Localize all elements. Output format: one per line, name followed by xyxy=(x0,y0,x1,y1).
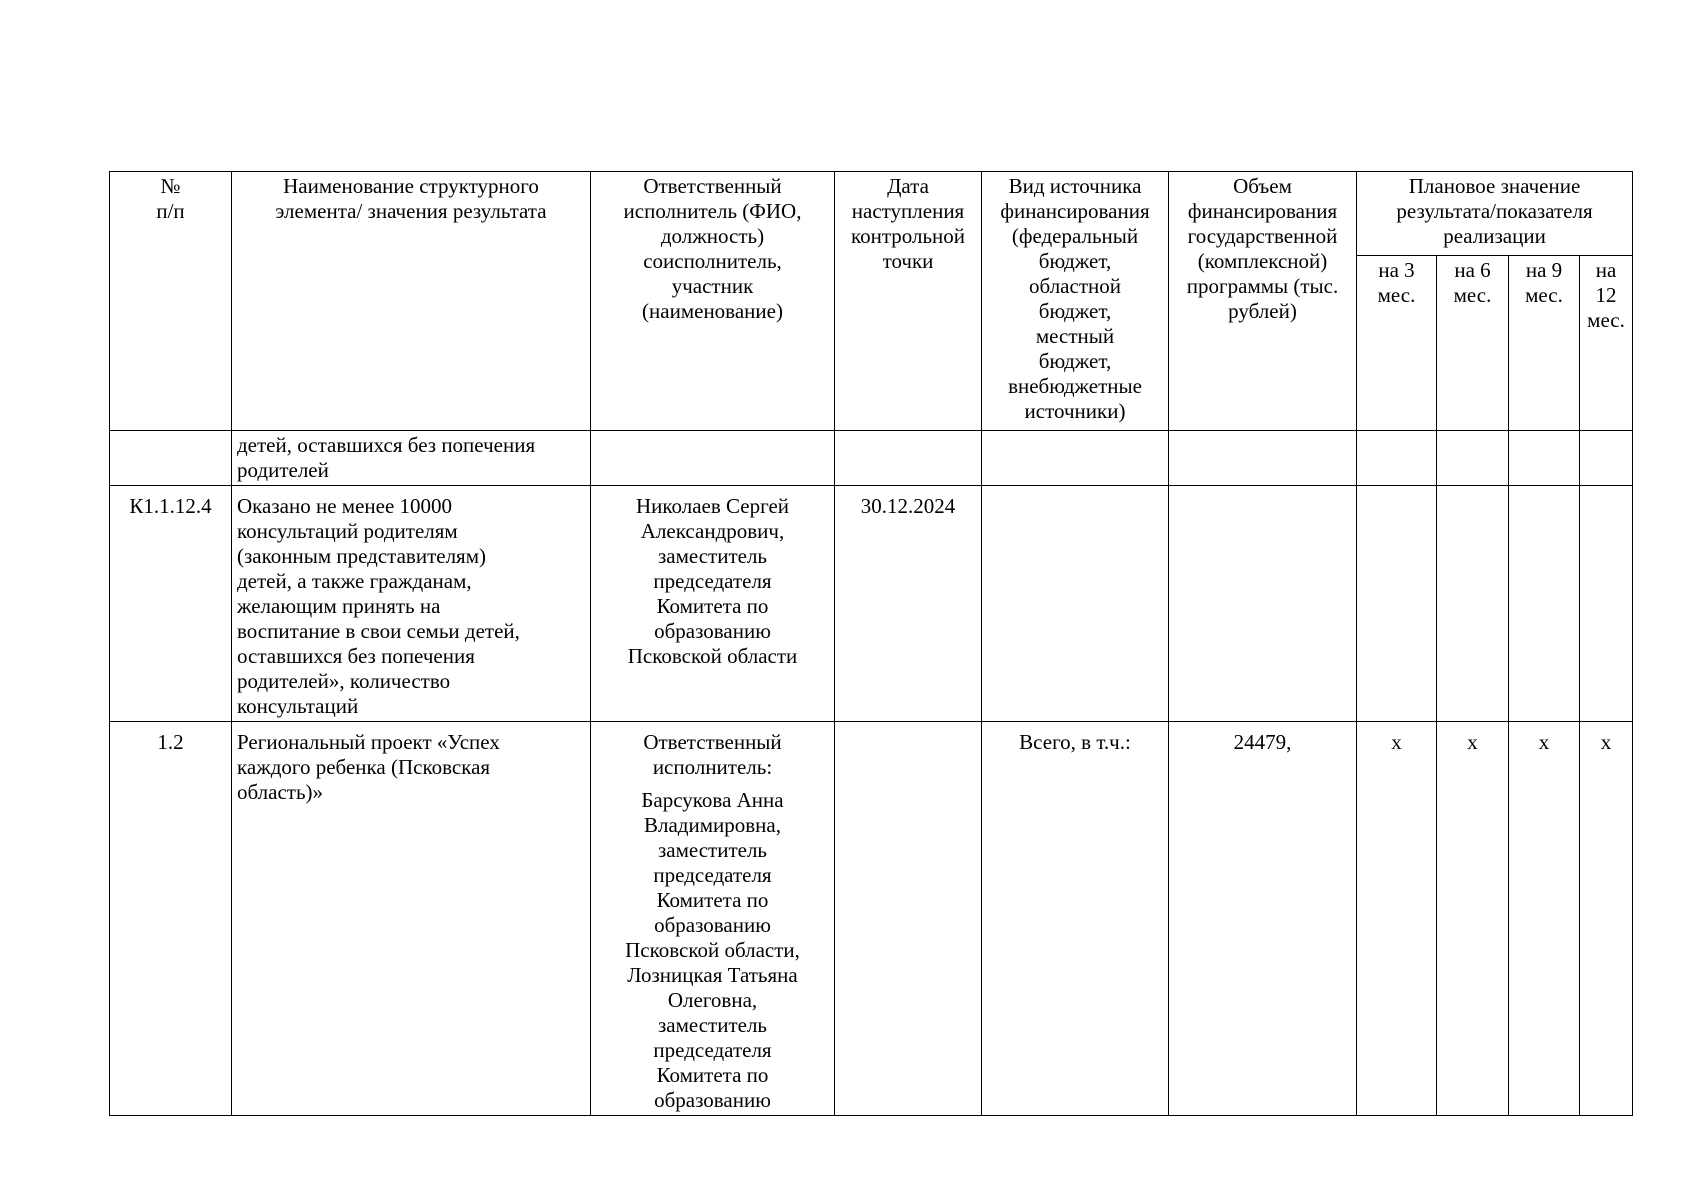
header-source: Вид источника финансирования (федеральный бюджет, областной бюджет, местный бюджет, внебюджетные источники) xyxy=(982,172,1169,431)
row-responsible xyxy=(591,431,835,486)
row-q9 xyxy=(1509,486,1580,722)
row-responsible-head: Ответственный исполнитель: xyxy=(643,730,782,779)
row-q6 xyxy=(1437,486,1509,722)
row-q12 xyxy=(1580,431,1633,486)
row-name: детей, оставшихся без попечения родителей xyxy=(232,431,591,486)
row-date xyxy=(835,722,982,1116)
table-row xyxy=(110,431,1633,486)
row-q6: x xyxy=(1437,722,1509,1116)
row-q9: x xyxy=(1509,722,1580,1116)
header-date: Дата наступления контрольной точки xyxy=(835,172,982,431)
row-num xyxy=(110,431,232,486)
row-q12: x xyxy=(1580,722,1633,1116)
row-source xyxy=(982,431,1169,486)
table-row xyxy=(110,486,1633,722)
row-volume xyxy=(1169,486,1357,722)
row-volume xyxy=(1169,431,1357,486)
row-date: 30.12.2024 xyxy=(835,486,982,722)
row-volume: 24479, xyxy=(1169,722,1357,1116)
row-q3 xyxy=(1357,431,1437,486)
header-q3: на 3 мес. xyxy=(1357,256,1437,431)
row-q12 xyxy=(1580,486,1633,722)
row-responsible: Николаев Сергей Александрович, заместитель председателя Комитета по образованию Псковской области xyxy=(591,486,835,722)
header-plan: Плановое значение результата/показателя реализации xyxy=(1357,172,1633,256)
row-responsible: Барсукова Анна Владимировна, заместитель председателя Комитета по образованию Псковской области, Лозницкая Татьяна Олеговна, заместитель председателя Комитета по образованию xyxy=(625,788,800,1112)
header-responsible: Ответственный исполнитель (ФИО, должность) соисполнитель, участник (наименование) xyxy=(591,172,835,431)
header-q9: на 9 мес. xyxy=(1509,256,1580,431)
document-table xyxy=(109,171,1633,1116)
row-q6 xyxy=(1437,431,1509,486)
row-date xyxy=(835,431,982,486)
header-num: № п/п xyxy=(110,172,232,431)
row-responsible-cell xyxy=(591,722,835,1116)
row-q9 xyxy=(1509,431,1580,486)
row-num: К1.1.12.4 xyxy=(110,486,232,722)
header-q12: на 12 мес. xyxy=(1580,256,1633,431)
row-q3: x xyxy=(1357,722,1437,1116)
header-name: Наименование структурного элемента/ значения результата xyxy=(232,172,591,431)
row-source: Всего, в т.ч.: xyxy=(982,722,1169,1116)
row-name: Оказано не менее 10000 консультаций родителям (законным представителям) детей, а также гражданам, желающим принять на воспитание в свои семьи детей, оставшихся без попечения родителей», количество консультаций xyxy=(232,486,591,722)
table-row xyxy=(110,722,1633,1116)
row-q3 xyxy=(1357,486,1437,722)
row-source xyxy=(982,486,1169,722)
header-row xyxy=(110,172,1633,256)
header-q6: на 6 мес. xyxy=(1437,256,1509,431)
row-num: 1.2 xyxy=(110,722,232,1116)
header-volume: Объем финансирования государственной (комплексной) программы (тыс. рублей) xyxy=(1169,172,1357,431)
row-name: Региональный проект «Успех каждого ребенка (Псковская область)» xyxy=(232,722,591,1116)
